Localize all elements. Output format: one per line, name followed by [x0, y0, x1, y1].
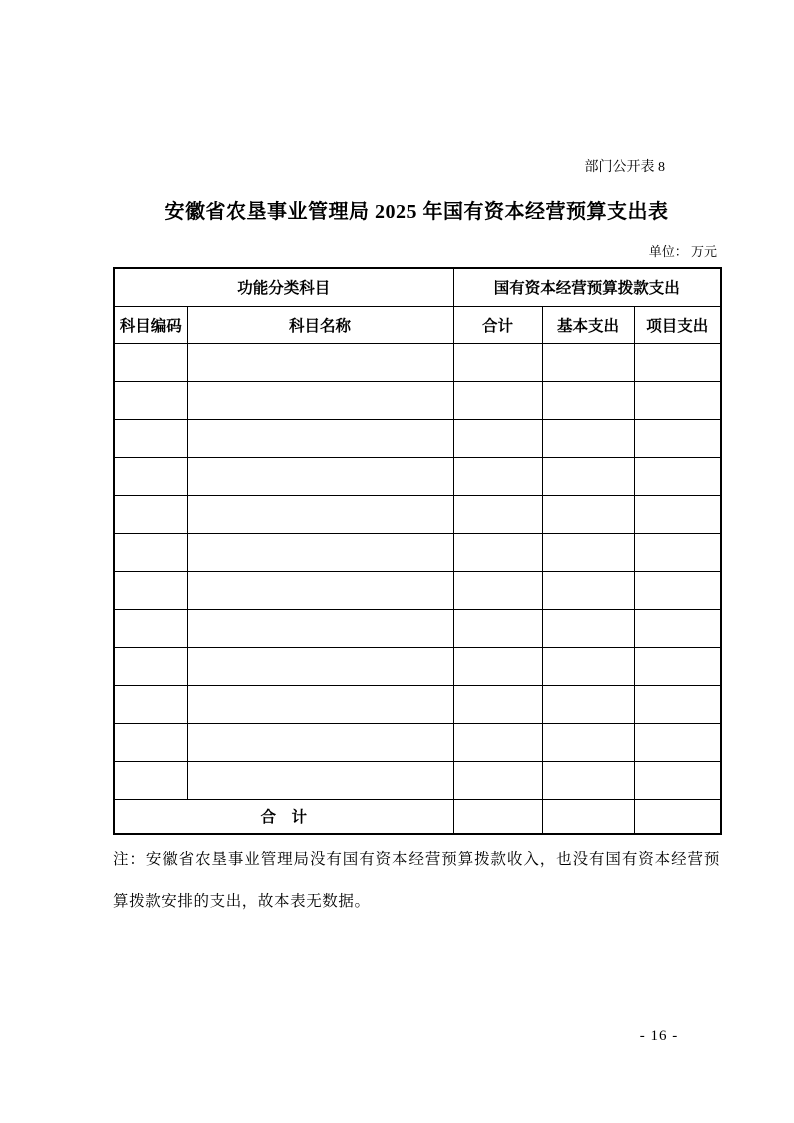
table-row — [114, 343, 721, 381]
column-header-total: 合计 — [453, 306, 542, 343]
table-cell — [114, 533, 187, 571]
table-cell — [542, 419, 634, 457]
page-title: 安徽省农垦事业管理局 2025 年国有资本经营预算支出表 — [164, 201, 669, 223]
column-header-subject-code: 科目编码 — [114, 306, 187, 343]
table-cell — [542, 533, 634, 571]
table-cell — [453, 647, 542, 685]
table-cell — [114, 685, 187, 723]
table-row — [114, 761, 721, 799]
table-cell — [187, 685, 453, 723]
table-cell — [114, 609, 187, 647]
table-cell — [542, 343, 634, 381]
table-cell — [114, 647, 187, 685]
table-cell — [114, 343, 187, 381]
total-row-project-cell — [634, 799, 721, 834]
table-cell — [114, 457, 187, 495]
table-cell — [542, 723, 634, 761]
table-cell — [634, 343, 721, 381]
total-row-basic-cell — [542, 799, 634, 834]
table-cell — [542, 647, 634, 685]
table-cell — [453, 761, 542, 799]
table-cell — [187, 381, 453, 419]
table-cell — [114, 761, 187, 799]
table-cell — [542, 685, 634, 723]
table-cell — [187, 571, 453, 609]
table-cell — [114, 419, 187, 457]
table-cell — [453, 533, 542, 571]
total-row-label: 合 计 — [114, 799, 453, 834]
table-cell — [187, 723, 453, 761]
column-header-basic-expenditure: 基本支出 — [542, 306, 634, 343]
table-row — [114, 723, 721, 761]
table-cell — [453, 343, 542, 381]
table-row — [114, 609, 721, 647]
table-cell — [453, 495, 542, 533]
table-cell — [634, 685, 721, 723]
table-header — [114, 268, 721, 343]
note-line-2: 算拨款安排的支出，故本表无数据。 — [113, 893, 371, 910]
table-cell — [634, 533, 721, 571]
table-cell — [634, 647, 721, 685]
header-group-row — [114, 268, 721, 306]
table-cell — [542, 457, 634, 495]
table-row — [114, 457, 721, 495]
table-cell — [114, 571, 187, 609]
table-cell — [453, 419, 542, 457]
table-body — [114, 343, 721, 799]
table-cell — [187, 647, 453, 685]
header-column-row — [114, 306, 721, 343]
table-cell — [187, 343, 453, 381]
column-header-project-expenditure: 项目支出 — [634, 306, 721, 343]
doc-public-table-label: 部门公开表 8 — [584, 160, 665, 175]
column-header-subject-name: 科目名称 — [187, 306, 453, 343]
table-cell — [187, 495, 453, 533]
table-cell — [453, 571, 542, 609]
table-cell — [634, 419, 721, 457]
budget-expenditure-table — [113, 267, 722, 835]
table-row — [114, 533, 721, 571]
table-cell — [634, 761, 721, 799]
table-cell — [114, 495, 187, 533]
table-cell — [187, 761, 453, 799]
total-row — [114, 799, 721, 834]
table-cell — [114, 723, 187, 761]
table-cell — [187, 533, 453, 571]
table-cell — [114, 381, 187, 419]
table-cell — [634, 381, 721, 419]
table-cell — [634, 609, 721, 647]
table-cell — [453, 723, 542, 761]
table-cell — [187, 609, 453, 647]
table-row — [114, 571, 721, 609]
table-row — [114, 647, 721, 685]
note-line-1: 注：安徽省农垦事业管理局没有国有资本经营预算拨款收入，也没有国有资本经营预 — [113, 851, 720, 868]
table-row — [114, 685, 721, 723]
table-row — [114, 495, 721, 533]
table-cell — [542, 571, 634, 609]
unit-label: 单位： 万元 — [648, 244, 717, 259]
table-cell — [542, 761, 634, 799]
table-cell — [634, 723, 721, 761]
table-cell — [542, 381, 634, 419]
table-cell — [542, 495, 634, 533]
table-cell — [453, 381, 542, 419]
header-group-function-classification: 功能分类科目 — [114, 268, 453, 306]
table-cell — [634, 457, 721, 495]
table-cell — [187, 457, 453, 495]
total-row-total-cell — [453, 799, 542, 834]
table-cell — [453, 685, 542, 723]
page-number: - 16 - — [639, 1028, 679, 1044]
table-cell — [453, 457, 542, 495]
header-group-budget-expenditure: 国有资本经营预算拨款支出 — [453, 268, 721, 306]
table-row — [114, 381, 721, 419]
table-cell — [634, 495, 721, 533]
table-cell — [453, 609, 542, 647]
note-text — [113, 839, 720, 923]
table-cell — [542, 609, 634, 647]
table-cell — [634, 571, 721, 609]
table-row — [114, 419, 721, 457]
table-footer — [114, 799, 721, 834]
table-cell — [187, 419, 453, 457]
